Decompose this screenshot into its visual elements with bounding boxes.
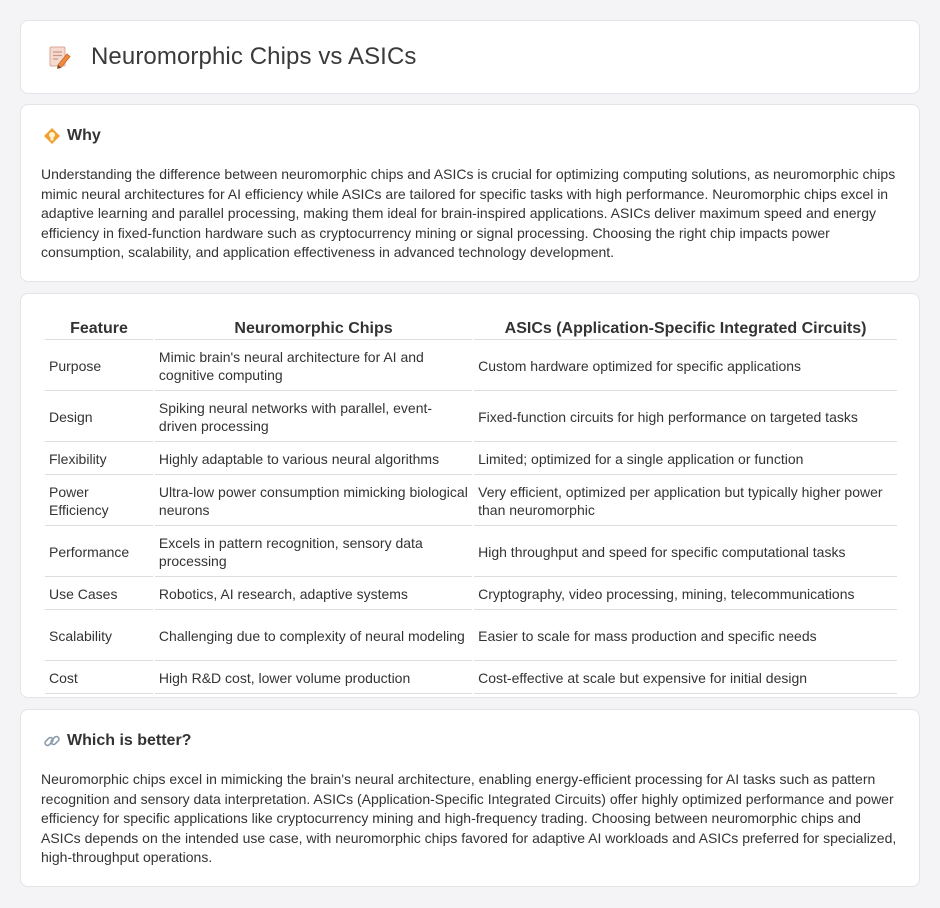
row-feature: Design [45, 393, 153, 442]
why-text: Understanding the difference between neuromorphic chips and ASICs is crucial for optimizing computing solutions, as neuromorphic chips mimic neural architectures for AI efficiency while ASICs are tailored for specific tasks with high performance. Neuromorphic chips excel in adaptive learning and parallel processing, making them ideal for brain-inspired applications. ASICs deliver maximum speed and energy efficiency in fixed-function hardware such as cryptocurrency mining or signal processing. Choosing the right chip impacts power consumption, scalability, and application effectiveness in advanced technology development. [41, 166, 896, 260]
table-row [45, 612, 897, 661]
row-feature: Use Cases [45, 579, 153, 610]
row-neuromorphic: High R&D cost, lower volume production [155, 663, 472, 694]
better-title: Which is better? [67, 732, 192, 749]
row-neuromorphic: Excels in pattern recognition, sensory data processing [155, 528, 472, 577]
row-asics: Very efficient, optimized per application but typically higher power than neuromorphic [474, 477, 897, 526]
title-row [45, 43, 416, 71]
row-neuromorphic: Highly adaptable to various neural algorithms [155, 444, 472, 475]
which-better-section [20, 709, 920, 887]
row-neuromorphic: Robotics, AI research, adaptive systems [155, 579, 472, 610]
row-asics: Cost-effective at scale but expensive for initial design [474, 663, 897, 694]
row-asics: Fixed-function circuits for high performance on targeted tasks [474, 393, 897, 442]
row-neuromorphic: Challenging due to complexity of neural modeling [155, 612, 472, 661]
table-row [45, 663, 897, 694]
row-neuromorphic: Mimic brain's neural architecture for AI and cognitive computing [155, 342, 472, 391]
row-neuromorphic: Spiking neural networks with parallel, event-driven processing [155, 393, 472, 442]
row-asics: Custom hardware optimized for specific applications [474, 342, 897, 391]
row-feature: Scalability [45, 612, 153, 661]
document-pencil-icon [45, 43, 73, 71]
comparison-table [43, 314, 899, 696]
row-feature: Power Efficiency [45, 477, 153, 526]
why-section [20, 104, 920, 282]
row-feature: Flexibility [45, 444, 153, 475]
row-asics: Easier to scale for mass production and specific needs [474, 612, 897, 661]
page-title: Neuromorphic Chips vs ASICs [91, 43, 417, 70]
row-feature: Performance [45, 528, 153, 577]
link-icon [43, 732, 61, 750]
table-row [45, 393, 897, 442]
comparison-table-card [20, 293, 920, 698]
better-text: Neuromorphic chips excel in mimicking the brain's neural architecture, enabling energy-efficient processing for AI tasks such as pattern recognition and sensory data interpretation. ASICs (Application-Specific Integrated Circuits) offer highly optimized performance and power efficiency for specific applications like cryptocurrency mining and high-frequency trading. Choosing between neuromorphic chips and ASICs depends on the intended use case, with neuromorphic chips favored for adaptive AI workloads and ASICs preferred for specialized, high-throughput operations. [41, 771, 897, 865]
table-row [45, 444, 897, 475]
header-feature: Feature [45, 316, 153, 340]
table-row [45, 342, 897, 391]
row-neuromorphic: Ultra-low power consumption mimicking biological neurons [155, 477, 472, 526]
lightbulb-icon [43, 127, 61, 145]
table-header-row [45, 316, 897, 340]
table-row [45, 579, 897, 610]
why-title: Why [67, 127, 101, 144]
row-asics: Cryptography, video processing, mining, telecommunications [474, 579, 897, 610]
table-row [45, 477, 897, 526]
row-feature: Purpose [45, 342, 153, 391]
row-asics: Limited; optimized for a single application or function [474, 444, 897, 475]
header-neuromorphic: Neuromorphic Chips [155, 316, 472, 340]
row-feature: Cost [45, 663, 153, 694]
why-heading [43, 127, 101, 145]
better-heading [43, 732, 191, 750]
header-asics: ASICs (Application-Specific Integrated Circuits) [474, 316, 897, 340]
row-asics: High throughput and speed for specific computational tasks [474, 528, 897, 577]
title-card [20, 20, 920, 94]
table-row [45, 528, 897, 577]
